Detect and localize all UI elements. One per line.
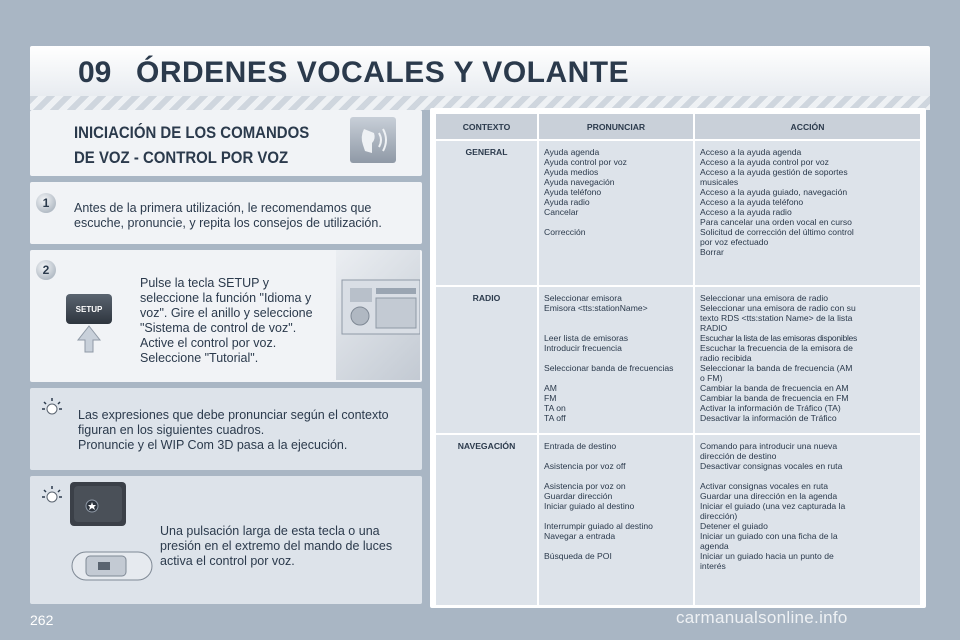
pronounce-item: Ayuda teléfono xyxy=(544,187,602,197)
pronounce-item: Iniciar guiado al destino xyxy=(544,501,635,511)
navegacion-pronounce-cell xyxy=(539,435,693,605)
action-item: interés xyxy=(700,561,726,571)
pronounce-item: FM xyxy=(544,393,557,403)
column-header-context: CONTEXTO xyxy=(436,114,537,139)
section-title-line1: INICIACIÓN DE LOS COMANDOS xyxy=(74,123,310,142)
pronounce-item: Seleccionar emisora xyxy=(544,293,622,303)
action-item: dirección) xyxy=(700,511,738,521)
step2-line: Pulse la tecla SETUP y xyxy=(140,276,269,290)
voice-commands-table-panel xyxy=(430,108,926,608)
action-item: por voz efectuado xyxy=(700,237,769,247)
action-item: Seleccionar la banda de frecuencia (AM xyxy=(700,363,853,373)
pronounce-item: Navegar a entrada xyxy=(544,531,616,541)
pronounce-item: Entrada de destino xyxy=(544,441,617,451)
action-item: RADIO xyxy=(700,323,728,333)
tip1-line: figuran en los siguientes cuadros. xyxy=(78,423,265,437)
voice-commands-table xyxy=(436,114,920,605)
pronounce-item: Seleccionar banda de frecuencias xyxy=(544,363,674,373)
info-lamp-icon xyxy=(40,396,64,420)
action-item: Iniciar un guiado con una ficha de la xyxy=(700,531,838,541)
action-item: dirección de destino xyxy=(700,451,777,461)
step1-text xyxy=(74,201,382,231)
action-item: Escuchar la lista de las emisoras disponibles xyxy=(700,333,858,343)
step2-badge: 2 xyxy=(36,260,56,280)
step1-badge: 1 xyxy=(36,193,56,213)
column-header-pronounce: PRONUNCIAR xyxy=(539,114,693,139)
action-item: Escuchar la frecuencia de la emisora de xyxy=(700,343,853,353)
context-navegacion: NAVEGACIÓN xyxy=(436,435,537,605)
tip1-line: Las expresiones que debe pronunciar según el contexto xyxy=(78,408,389,422)
action-item: musicales xyxy=(700,177,739,187)
action-item: Para cancelar una orden vocal en curso xyxy=(700,217,852,227)
pronounce-item: Introducir frecuencia xyxy=(544,343,622,353)
action-item: Desactivar la información de Tráfico xyxy=(700,413,837,423)
action-item: Iniciar el guiado (una vez capturada la xyxy=(700,501,846,511)
action-item: Acceso a la ayuda guiado, navegación xyxy=(700,187,848,197)
action-item: Acceso a la ayuda gestión de soportes xyxy=(700,167,848,177)
action-item: Activar consignas vocales en ruta xyxy=(700,481,829,491)
pronounce-item: Emisora <tts:stationName> xyxy=(544,303,648,313)
pronounce-item: TA on xyxy=(544,403,566,413)
tip2-text xyxy=(160,524,392,569)
action-item: radio recibida xyxy=(700,353,752,363)
general-pronounce-cell xyxy=(539,141,693,285)
pronounce-item: Búsqueda de POI xyxy=(544,551,612,561)
step2-line: Seleccione "Tutorial". xyxy=(140,351,259,365)
section-title-line2: DE VOZ - CONTROL POR VOZ xyxy=(74,148,289,167)
chapter-number: 09 xyxy=(78,56,112,89)
action-item: Acceso a la ayuda control por voz xyxy=(700,157,829,167)
radio-pronounce-cell xyxy=(539,287,693,433)
pronounce-item: Ayuda radio xyxy=(544,197,590,207)
pronounce-item: Corrección xyxy=(544,227,586,237)
action-item: Borrar xyxy=(700,247,724,257)
action-item: Acceso a la ayuda agenda xyxy=(700,147,802,157)
pronounce-item: Asistencia por voz on xyxy=(544,481,626,491)
pronounce-item: Interrumpir guiado al destino xyxy=(544,521,653,531)
step2-line: seleccione la función "Idioma y xyxy=(140,291,312,305)
action-item: Acceso a la ayuda radio xyxy=(700,207,792,217)
action-item: Iniciar un guiado hacia un punto de xyxy=(700,551,834,561)
pronounce-item: Ayuda navegación xyxy=(544,177,615,187)
step2-line: Active el control por voz. xyxy=(140,336,277,350)
lighting-stalk-illustration xyxy=(70,534,154,600)
radio-action-cell xyxy=(695,287,920,433)
pronounce-item: Asistencia por voz off xyxy=(544,461,626,471)
pronounce-item: Ayuda agenda xyxy=(544,147,600,157)
step2-text xyxy=(140,276,313,366)
pronounce-item: Cancelar xyxy=(544,207,579,217)
action-item: Seleccionar una emisora de radio xyxy=(700,293,829,303)
action-item: Cambiar la banda de frecuencia en FM xyxy=(700,393,849,403)
action-item: Seleccionar una emisora de radio con su xyxy=(700,303,856,313)
step1-line2: escuche, pronuncie, y repita los consejos de utilización. xyxy=(74,216,382,230)
tip1-text xyxy=(78,408,389,453)
pronounce-item: Guardar dirección xyxy=(544,491,613,501)
page-number: 262 xyxy=(30,612,54,628)
action-item: Comando para introducir una nueva xyxy=(700,441,838,451)
steering-wheel-button-illustration xyxy=(70,482,126,526)
step1-line1: Antes de la primera utilización, le recomendamos que xyxy=(74,201,372,215)
tip2-line: presión en el extremo del mando de luces xyxy=(160,539,393,553)
step2-line: voz". Gire el anillo y seleccione xyxy=(140,306,313,320)
tip2-line: Una pulsación larga de esta tecla o una xyxy=(160,524,380,538)
pronounce-item: AM xyxy=(544,383,557,393)
context-general: GENERAL xyxy=(436,141,537,285)
action-item: Cambiar la banda de frecuencia en AM xyxy=(700,383,849,393)
pronounce-item: TA off xyxy=(544,413,566,423)
radio-unit-illustration xyxy=(336,250,420,380)
action-item: texto RDS <tts:station Name> de la lista xyxy=(700,313,853,323)
pronounce-item: Ayuda control por voz xyxy=(544,157,627,167)
action-item: Detener el guiado xyxy=(700,521,768,531)
setup-button-illustration: SETUP xyxy=(66,294,112,324)
info-lamp-icon xyxy=(40,484,64,508)
voice-command-icon xyxy=(350,117,396,163)
page-title: ÓRDENES VOCALES Y VOLANTE xyxy=(136,56,630,89)
navegacion-action-cell xyxy=(695,435,920,605)
action-item: Desactivar consignas vocales en ruta xyxy=(700,461,843,471)
action-item: o FM) xyxy=(700,373,723,383)
action-item: Guardar una dirección en la agenda xyxy=(700,491,838,501)
action-item: Acceso a la ayuda teléfono xyxy=(700,197,804,207)
watermark: carmanualsonline.info xyxy=(676,608,848,627)
pronounce-item: Leer lista de emisoras xyxy=(544,333,629,343)
general-action-cell xyxy=(695,141,920,285)
pronounce-item: Ayuda medios xyxy=(544,167,599,177)
action-item: Solicitud de corrección del último control xyxy=(700,227,854,237)
action-item: agenda xyxy=(700,541,729,551)
action-item: Activar la información de Tráfico (TA) xyxy=(700,403,841,413)
tip1-line: Pronuncie y el WIP Com 3D pasa a la ejecución. xyxy=(78,438,348,452)
column-header-action: ACCIÓN xyxy=(695,114,920,139)
tip2-line: activa el control por voz. xyxy=(160,554,295,568)
step2-line: "Sistema de control de voz". xyxy=(140,321,297,335)
context-radio: RADIO xyxy=(436,287,537,433)
arrow-up-icon xyxy=(76,324,102,354)
section-title xyxy=(74,120,320,170)
